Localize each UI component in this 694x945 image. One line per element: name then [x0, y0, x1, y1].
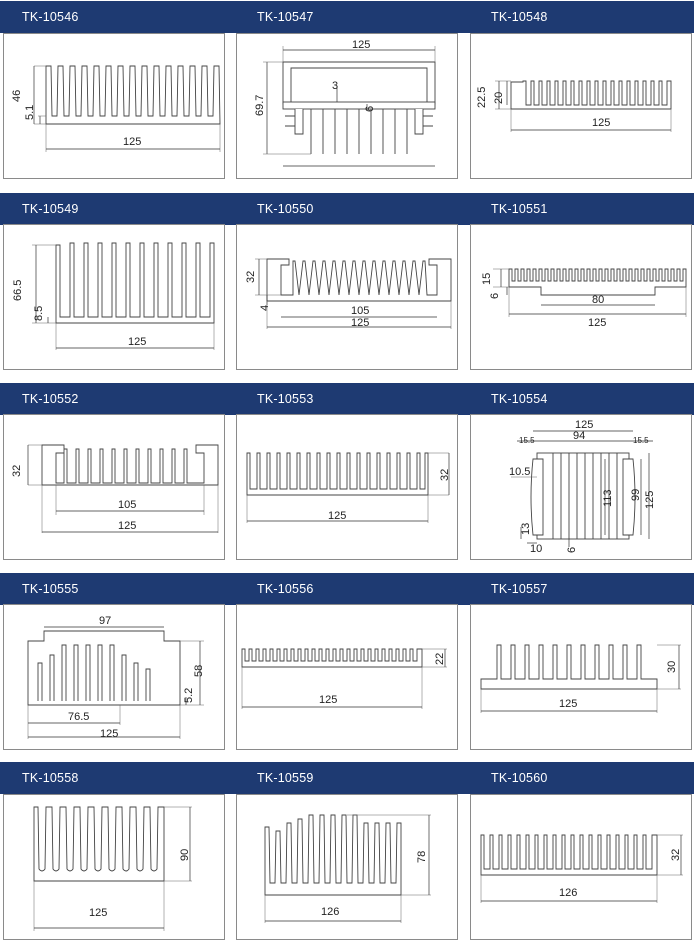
drawing-panel	[236, 414, 458, 560]
dimension-inner: 105	[351, 305, 370, 317]
dimension-width: 125	[100, 728, 119, 740]
dimension-width: 125	[592, 117, 611, 129]
product-code: TK-10553	[257, 392, 314, 406]
product-code: TK-10550	[257, 202, 314, 216]
product-code: TK-10546	[22, 10, 79, 24]
dimension-width: 126	[321, 906, 340, 918]
product-code: TK-10559	[257, 771, 314, 785]
product-code: TK-10552	[22, 392, 79, 406]
dimension-base: 6	[489, 292, 501, 299]
product-code: TK-10554	[491, 392, 548, 406]
product-code: TK-10560	[491, 771, 548, 785]
dimension-width: 125	[352, 39, 371, 51]
dimension-base: 8.5	[33, 305, 45, 321]
drawing-panel	[236, 224, 458, 370]
heatsink-drawing	[4, 415, 226, 561]
drawing-panel	[236, 604, 458, 750]
dimension-width: 125	[588, 317, 607, 329]
heatsink-drawing	[237, 605, 459, 751]
drawing-panel	[470, 794, 692, 940]
product-code: TK-10556	[257, 582, 314, 596]
dimension-width: 125	[123, 136, 142, 148]
dimension-top: 97	[99, 615, 112, 627]
dimension-height: 15	[481, 272, 493, 285]
dimension-height: 58	[193, 664, 205, 677]
drawing-panel	[470, 414, 692, 560]
dimension-height: 78	[416, 850, 428, 863]
heatsink-drawing	[237, 795, 459, 941]
header-band-row-1	[0, 1, 694, 33]
dimension-height: 32	[670, 848, 682, 861]
dimension-width: 125	[559, 698, 578, 710]
heatsink-drawing	[4, 34, 226, 180]
dimension-base: 4	[259, 304, 271, 311]
dimension-width: 125	[128, 336, 147, 348]
dimension-fin: 20	[493, 91, 505, 104]
dimension-height: 32	[11, 464, 23, 477]
heatsink-drawing	[4, 795, 226, 941]
drawing-panel	[3, 33, 225, 179]
heatsink-drawing	[471, 34, 693, 180]
dimension-height: 30	[666, 660, 678, 673]
dimension-height: 66.5	[12, 279, 24, 301]
dimension-height: 22	[434, 652, 446, 665]
product-code: TK-10555	[22, 582, 79, 596]
dimension-a: 10.5	[509, 466, 531, 478]
dimension-height: 69.7	[254, 94, 266, 116]
dimension-width: 125	[319, 694, 338, 706]
dimension-base: 5.1	[24, 104, 36, 120]
dimension-side-right: 15.5	[633, 436, 649, 445]
header-band-row-5	[0, 762, 694, 794]
dimension-h2: 99	[630, 488, 642, 501]
drawing-panel	[470, 604, 692, 750]
heatsink-drawing	[237, 225, 459, 371]
drawing-panel	[236, 794, 458, 940]
drawing-panel	[236, 33, 458, 179]
dimension-inner: 80	[592, 294, 605, 306]
heatsink-drawing	[471, 415, 693, 561]
heatsink-drawing	[4, 225, 226, 371]
product-code: TK-10549	[22, 202, 79, 216]
drawing-panel	[3, 414, 225, 560]
heatsink-drawing	[471, 225, 693, 371]
dimension-base: 5.2	[183, 687, 195, 703]
heatsink-drawing	[4, 605, 226, 751]
dimension-width: 125	[328, 510, 347, 522]
dimension-inner: 94	[573, 430, 586, 442]
dimension-width: 125	[351, 317, 370, 329]
dimension-height: 32	[439, 468, 451, 481]
drawing-panel	[470, 224, 692, 370]
drawing-panel	[3, 224, 225, 370]
header-band-row-2	[0, 193, 694, 225]
dimension-inner: 105	[118, 499, 137, 511]
product-code: TK-10557	[491, 582, 548, 596]
header-band-row-3	[0, 383, 694, 415]
drawing-panel	[470, 33, 692, 179]
product-code: TK-10547	[257, 10, 314, 24]
heatsink-drawing	[471, 605, 693, 751]
product-code: TK-10551	[491, 202, 548, 216]
dimension-b: 13	[520, 522, 532, 535]
heatsink-drawing	[471, 795, 693, 941]
drawing-panel	[3, 604, 225, 750]
dimension-width: 126	[559, 887, 578, 899]
heatsink-drawing	[237, 415, 459, 561]
dimension-a: 3	[332, 80, 339, 92]
dimension-inner: 76.5	[68, 711, 90, 723]
heatsink-drawing	[237, 34, 459, 180]
dimension-height: 22.5	[476, 86, 488, 108]
dimension-height: 90	[179, 848, 191, 861]
dimension-width: 125	[89, 907, 108, 919]
dimension-width: 125	[118, 520, 137, 532]
dimension-h3: 125	[644, 490, 656, 509]
dimension-height: 32	[245, 270, 257, 283]
dimension-d: 6	[566, 546, 578, 553]
product-code: TK-10548	[491, 10, 548, 24]
fin-group	[311, 109, 407, 154]
product-code: TK-10558	[22, 771, 79, 785]
dimension-side-left: 15.5	[519, 436, 535, 445]
drawing-panel	[3, 794, 225, 940]
dimension-height: 46	[11, 89, 23, 102]
dimension-width: 125	[575, 419, 594, 431]
header-band-row-4	[0, 573, 694, 605]
dimension-b: 6	[364, 105, 376, 112]
dimension-h1: 113	[602, 489, 614, 507]
dimension-c: 10	[530, 543, 543, 555]
